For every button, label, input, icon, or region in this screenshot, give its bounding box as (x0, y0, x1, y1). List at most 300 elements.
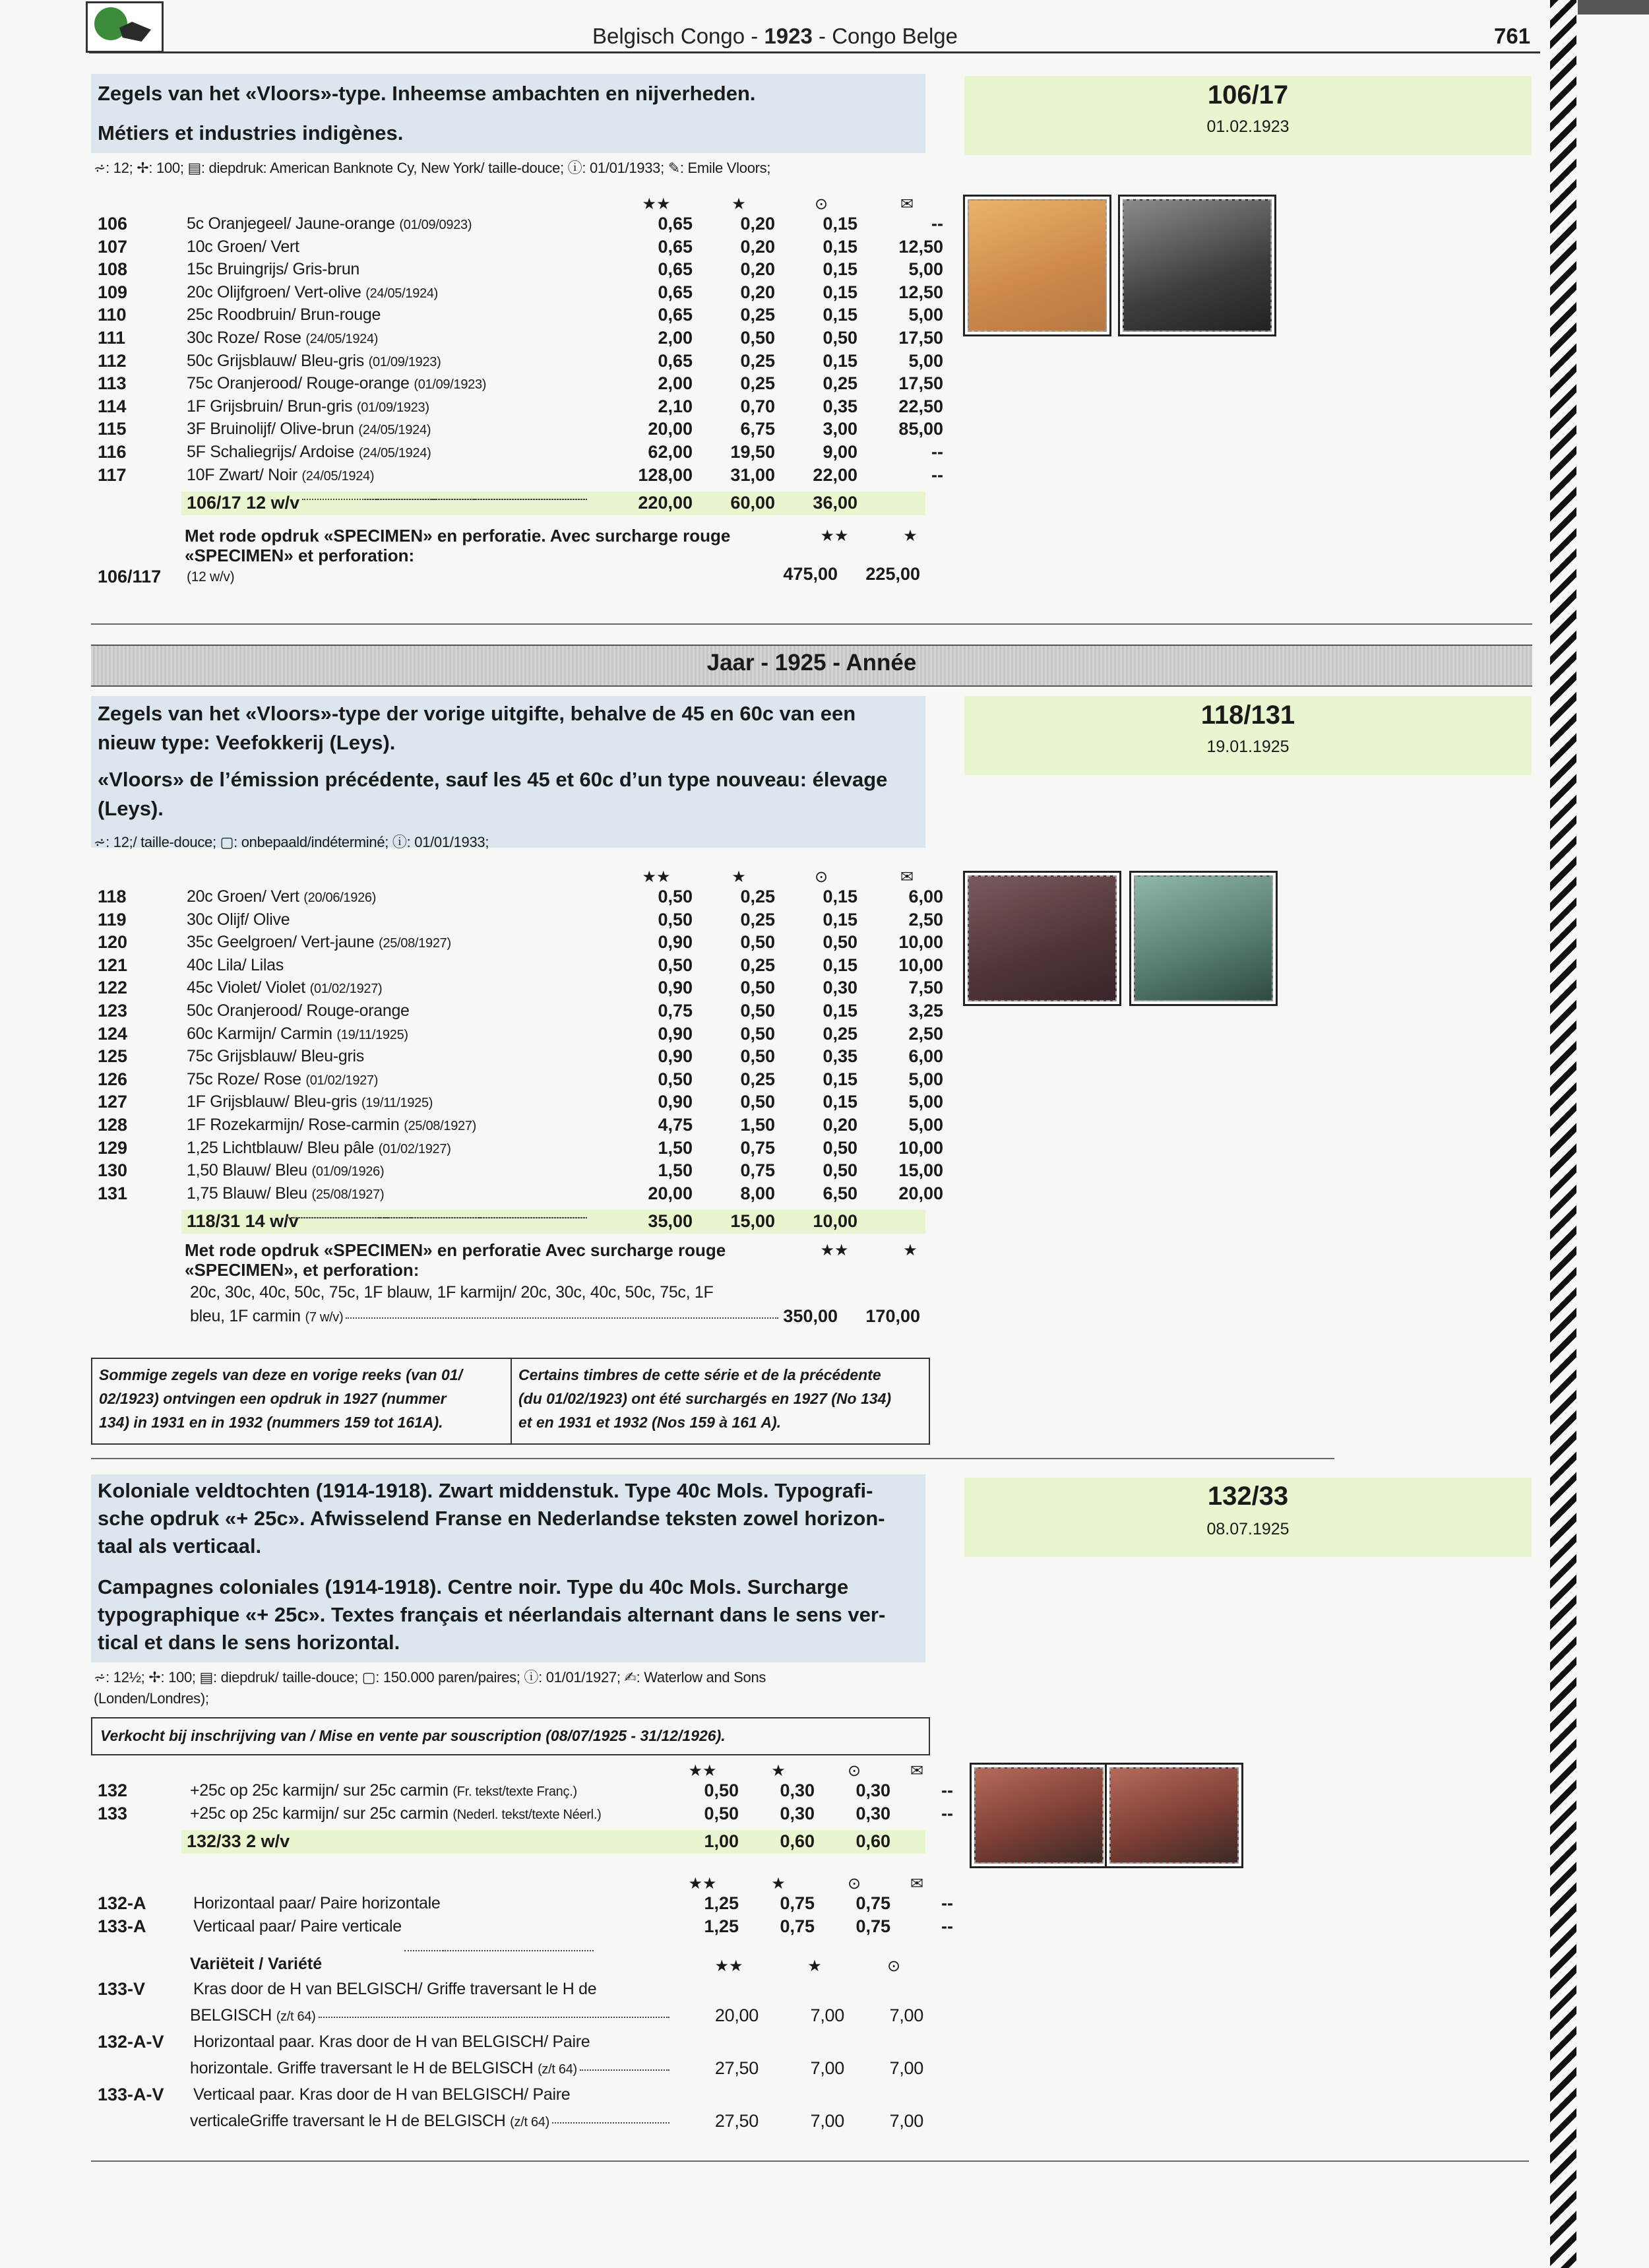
price-cell: 5,00 (908, 1115, 943, 1135)
s2-note-nl: Sommige zegels van deze en vorige reeks (van 01/ 02/1923) ontvingen een opdruk in 1927 (nummer 134) in 1931 en in 1932 (nummers 159 tot 161A). (91, 1358, 512, 1445)
variety-line-1: Kras door de H van BELGISCH/ Griffe traversant le H de (193, 1980, 597, 1998)
price-cell: -- (941, 1780, 953, 1800)
price-cell: 0,30 (823, 978, 857, 998)
variety-line-2 (190, 2004, 316, 2029)
s2-header-col-2: ⊙ (814, 868, 828, 886)
s2-specimen-col-0: ★★ (820, 1242, 849, 1260)
price-cell: 5,00 (908, 350, 943, 371)
stamp-color: 75c Grijsblauw/ Bleu-gris (187, 1047, 364, 1066)
s1-specimen-number: 106/117 (98, 567, 162, 587)
variety-price: 7,00 (810, 2058, 844, 2078)
stamp-description (187, 441, 431, 465)
stamp-color: 25c Roodbruin/ Brun-rouge (187, 305, 381, 325)
price-cell: 1,50 (740, 1115, 775, 1135)
catalogue-number: 106 (98, 214, 128, 234)
stamp-description (187, 1159, 384, 1183)
catalogue-number: 128 (98, 1115, 128, 1135)
price-cell: 0,90 (658, 1092, 693, 1112)
price-cell: 0,50 (740, 978, 775, 998)
s1-specimen-col-1: ★ (903, 527, 918, 546)
price-cell: 0,50 (704, 1803, 739, 1823)
s3-meta-2: (Londen/Londres); (94, 1690, 209, 1707)
price-cell: 31,00 (730, 464, 775, 485)
catalogue-number: 133 (98, 1803, 128, 1823)
stamp-color: 60c Karmijn/ Carmin (187, 1024, 332, 1043)
page-corner-band (1578, 0, 1649, 15)
s1-title-fr: Métiers et industries indigènes. (98, 121, 404, 144)
s1-total-value: 36,00 (813, 493, 857, 513)
price-cell: 1,50 (658, 1137, 693, 1158)
issue-date: (01/09/0923) (399, 218, 472, 232)
price-cell: 12,50 (898, 236, 943, 257)
stamp-image-133-pair-right (1105, 1763, 1243, 1868)
s2-total-value: 10,00 (813, 1211, 857, 1232)
price-cell: 0,15 (823, 1092, 857, 1112)
price-cell: 0,65 (658, 305, 693, 325)
price-cell: -- (931, 464, 943, 485)
stamp-image-124 (1129, 871, 1278, 1006)
price-cell: 0,20 (823, 1115, 857, 1135)
price-cell: -- (931, 442, 943, 462)
perforation-icon: ⩫ (94, 160, 106, 176)
s3-variety-col-0: ★★ (714, 1957, 743, 1975)
price-cell: 0,65 (658, 350, 693, 371)
price-cell: 20,00 (648, 1183, 693, 1203)
price-cell: 15,00 (898, 1160, 943, 1181)
stamp-description (187, 908, 290, 933)
price-cell: 22,50 (898, 396, 943, 416)
stamp-color: 20c Groen/ Vert (187, 887, 299, 906)
issue-date: (01/09/1926) (311, 1164, 385, 1180)
stamp-description (190, 1802, 601, 1827)
price-cell: 0,15 (823, 259, 857, 280)
variety-line-1: Horizontaal paar. Kras door de H van BELGISCH/ Paire (193, 2032, 590, 2051)
price-cell: 0,20 (740, 282, 775, 302)
s1-header-col-0: ★★ (642, 195, 671, 213)
stamp-color: 50c Oranjerood/ Rouge-orange (187, 1001, 410, 1020)
issue-date: (25/08/1927) (404, 1119, 477, 1133)
s2-specimen-value-0: 350,00 (783, 1306, 838, 1327)
stamp-color: 10F Zwart/ Noir (187, 465, 297, 484)
s2-bottom-rule (91, 1458, 1334, 1459)
variety-price: 27,50 (714, 2111, 759, 2131)
price-cell: 2,10 (658, 396, 693, 416)
stamp-color: 1,25 Lichtblauw/ Bleu pâle (187, 1138, 375, 1157)
catalogue-number: 132 (98, 1780, 128, 1800)
variety-price: 7,00 (810, 2005, 844, 2025)
s1-meta: ⩫: 12; ✢: 100; ▤: diepdruk: American Banknote Cy, New York/ taille-douce; ⓘ: 01/01/1933; ✎: Emile Vloors; (94, 160, 771, 176)
s3-title-nl-1: Koloniale veldtochten (1914-1918). Zwart middenstuk. Type 40c Mols. Typografi- (98, 1479, 873, 1502)
stamp-description (187, 303, 381, 328)
price-cell: 0,50 (740, 1023, 775, 1044)
price-cell: 0,25 (740, 887, 775, 906)
var-0-leader (319, 2017, 669, 2018)
s3-sale-box: Verkocht bij inschrijving van / Mise en vente par souscription (08/07/1925 - 31/12/1926). (91, 1717, 930, 1755)
s3-header-col-1: ★ (771, 1762, 786, 1780)
stamp-color: 45c Violet/ Violet (187, 978, 305, 997)
issue-date: (01/02/1927) (309, 982, 383, 997)
stamp-description (187, 1068, 378, 1092)
stamp-color: 20c Olijfgroen/ Vert-olive (187, 282, 361, 301)
price-cell: 0,25 (823, 373, 857, 394)
s1-total-value: 60,00 (730, 493, 775, 513)
stamp-color: 1F Grijsblauw/ Bleu-gris (187, 1092, 358, 1112)
catalogue-number: 115 (98, 419, 127, 439)
perforation-icon: ⩫ (94, 834, 106, 850)
price-cell: 2,50 (908, 909, 943, 929)
price-cell: 0,75 (780, 1916, 815, 1936)
price-cell: 2,00 (658, 328, 693, 348)
price-cell: 0,25 (740, 955, 775, 975)
issue-date: (24/05/1924) (358, 446, 431, 460)
price-cell: 0,15 (823, 887, 857, 906)
catalogue-number: 122 (98, 978, 128, 998)
stamp-color: 1F Grijsbruin/ Brun-gris (187, 396, 353, 416)
s2-specimen-text-4 (190, 1305, 343, 1329)
issue-date: (19/11/1925) (361, 1096, 433, 1111)
stamp-color: +25c op 25c karmijn/ sur 25c carmin (190, 1781, 449, 1800)
s2-spec-leader (346, 1317, 778, 1319)
stamp-color: 30c Olijf/ Olive (187, 910, 290, 929)
stamp-description (187, 395, 429, 420)
catalogue-number: 118 (98, 887, 127, 906)
stamp-description (187, 1114, 476, 1138)
s3-variety-col-2: ⊙ (887, 1957, 901, 1975)
variety-text: horizontale. Griffe traversant le H de BELGISCH (190, 2059, 534, 2077)
stamp-color: 75c Oranjerood/ Rouge-orange (187, 374, 410, 393)
stamp-description (187, 327, 378, 351)
s2-specimen-value-1: 170,00 (865, 1306, 920, 1327)
pair-description: Verticaal paar/ Paire verticale (193, 1916, 402, 1936)
variety-number: 132-A-V (98, 2032, 164, 2052)
stamp-color: 75c Roze/ Rose (187, 1069, 301, 1088)
variety-line-1: Verticaal paar. Kras door de H van BELGISCH/ Paire (193, 2085, 571, 2104)
price-cell: 0,50 (823, 328, 857, 348)
price-cell: 0,25 (740, 1069, 775, 1089)
price-cell: 0,75 (740, 1160, 775, 1181)
s1-specimen-value-1: 225,00 (865, 564, 920, 584)
price-cell: 0,15 (823, 350, 857, 371)
s2-title-nl-1: Zegels van het «Vloors»-type der vorige uitgifte, behalve de 45 en 60c van een (98, 702, 856, 725)
stamp-description (187, 999, 410, 1024)
price-cell: 20,00 (648, 419, 693, 439)
price-cell: 3,00 (823, 419, 857, 439)
catalogue-number: 131 (98, 1183, 128, 1203)
stamp-description (187, 236, 299, 260)
price-cell: 0,50 (823, 1137, 857, 1158)
price-cell: 0,25 (823, 1023, 857, 1044)
price-cell: 0,75 (856, 1893, 890, 1913)
price-cell: 0,50 (740, 328, 775, 348)
catalogue-number: 123 (98, 1001, 128, 1021)
stamp-image-122 (963, 871, 1121, 1006)
price-cell: 17,50 (898, 328, 943, 348)
s2-header-col-1: ★ (731, 868, 746, 886)
perforation-icon: ⩫ (94, 1669, 106, 1685)
stamp-color: 1,50 Blauw/ Bleu (187, 1161, 307, 1180)
price-cell: 0,75 (780, 1893, 815, 1913)
price-cell: 0,35 (823, 396, 857, 416)
issue-date: (01/09/1923) (414, 377, 487, 393)
sheet-position: (z/t 64) (276, 2009, 316, 2024)
variety-price: 20,00 (714, 2005, 759, 2025)
price-cell: 0,20 (740, 214, 775, 234)
s3-title-nl-3: taal als verticaal. (98, 1534, 262, 1558)
issue-date: (01/02/1927) (378, 1141, 451, 1156)
stamp-image-106 (963, 195, 1111, 336)
price-cell: 0,90 (658, 978, 693, 998)
price-cell: 0,30 (780, 1803, 815, 1823)
s3-title-nl-2: sche opdruk «+ 25c». Afwisselend Franse en Nederlandse teksten zowel horizon- (98, 1507, 885, 1530)
s1-specimen-sub: (12 w/v) (187, 569, 235, 585)
stamp-description (187, 885, 376, 910)
price-cell: 0,90 (658, 1023, 693, 1044)
catalogue-number: 109 (98, 282, 128, 302)
price-cell: 0,50 (658, 909, 693, 929)
catalogue-number: 130 (98, 1160, 128, 1181)
price-cell: -- (941, 1893, 953, 1913)
s3-title-fr-3: tical et dans le sens horizontal. (98, 1631, 400, 1654)
s2-title-fr-1: «Vloors» de l’émission précédente, sauf les 45 et 60c d’un type nouveau: élevage (98, 768, 888, 791)
var-1-leader (580, 2069, 669, 2071)
stamp-description (187, 954, 284, 978)
price-cell: 6,00 (908, 887, 943, 906)
price-cell: 0,75 (740, 1137, 775, 1158)
price-cell: 0,65 (658, 259, 693, 280)
price-cell: 0,50 (823, 1160, 857, 1181)
price-cell: 6,50 (823, 1183, 857, 1203)
price-cell: 0,15 (823, 236, 857, 257)
s2-note-fr: Certains timbres de cette série et de la précédente (du 01/02/1923) ont été surchargés en 1927 (No 134) et en 1931 et 1932 (Nos 159 à 161 A). (511, 1358, 930, 1445)
s3-total-value: 0,60 (780, 1831, 815, 1852)
price-cell: 0,15 (823, 305, 857, 325)
price-cell: 0,20 (740, 236, 775, 257)
price-cell: 0,65 (658, 282, 693, 302)
catalogue-number: 119 (98, 909, 127, 929)
stamp-description (187, 1023, 408, 1047)
catalogue-number: 108 (98, 259, 128, 280)
stamp-color: 35c Geelgroen/ Vert-jaune (187, 933, 375, 952)
stamp-color: +25c op 25c karmijn/ sur 25c carmin (190, 1804, 449, 1823)
specimen-list: bleu, 1F carmin (190, 1307, 301, 1326)
price-cell: 0,65 (658, 214, 693, 234)
price-cell: 22,00 (813, 464, 857, 485)
s3-pair-header-col-3: ✉ (910, 1875, 924, 1893)
year-band-title: Jaar - 1925 - Année (706, 650, 917, 676)
s3-variety-col-1: ★ (807, 1957, 822, 1975)
catalogue-number: 121 (98, 955, 128, 975)
price-cell: 7,50 (908, 978, 943, 998)
s3-meta-1: ⩫: 12½; ✢: 100; ▤: diepdruk/ taille-douce; ▢: 150.000 paren/paires; ⓘ: 01/01/1927; ✍: Waterlow and Sons (94, 1669, 766, 1685)
variety-line-2 (190, 2057, 577, 2081)
price-cell: 2,00 (658, 373, 693, 394)
price-cell: 0,65 (658, 236, 693, 257)
catalogue-number: 113 (98, 373, 127, 394)
issue-date: (24/05/1924) (365, 286, 439, 301)
variety-price: 7,00 (810, 2111, 844, 2131)
price-cell: 128,00 (638, 464, 693, 485)
s2-header-col-3: ✉ (900, 868, 914, 886)
price-cell: 0,50 (740, 932, 775, 953)
price-cell: 0,70 (740, 396, 775, 416)
specimen-count: (7 w/v) (305, 1310, 344, 1325)
stamp-color: 5c Oranjegeel/ Jaune-orange (187, 214, 395, 233)
stamp-image-117 (1118, 195, 1276, 336)
s3-header-col-3: ✉ (910, 1762, 924, 1780)
price-cell: 0,30 (780, 1780, 815, 1800)
price-cell: 5,00 (908, 1092, 943, 1112)
row-13-leader (387, 1217, 587, 1218)
s3-set-number: 132/33 (1207, 1482, 1289, 1511)
price-cell: 0,25 (740, 350, 775, 371)
stamp-description (187, 464, 374, 488)
price-cell: 5,00 (908, 1069, 943, 1089)
s2-title-nl-2: nieuw type: Veefokkerij (Leys). (98, 731, 396, 754)
issue-date: (Nederl. tekst/texte Néerl.) (452, 1807, 602, 1822)
variety-number: 133-A-V (98, 2085, 164, 2104)
row-11-leader (377, 499, 587, 500)
variety-price: 7,00 (889, 2058, 923, 2078)
price-cell: 0,15 (823, 955, 857, 975)
catalogue-number: 129 (98, 1137, 128, 1158)
price-cell: 0,15 (823, 1001, 857, 1021)
stamp-description (187, 372, 486, 396)
s1-specimen-value-0: 475,00 (783, 564, 838, 584)
issue-date: (01/09/1923) (368, 354, 441, 369)
price-cell: 2,50 (908, 1023, 943, 1044)
s3-pair-header-col-2: ⊙ (847, 1875, 861, 1893)
stamp-color: 10c Groen/ Vert (187, 237, 299, 256)
s2-title-fr-2: (Leys). (98, 797, 164, 820)
price-cell: 0,50 (740, 1001, 775, 1021)
stamp-color: 30c Roze/ Rose (187, 329, 301, 347)
s1-specimen-col-0: ★★ (820, 527, 849, 546)
variety-price: 7,00 (889, 2005, 923, 2025)
price-cell: 0,50 (658, 1069, 693, 1089)
price-cell: 5,00 (908, 305, 943, 325)
variety-price: 27,50 (714, 2058, 759, 2078)
s3-header-col-0: ★★ (688, 1762, 717, 1780)
stamp-description (190, 1779, 577, 1804)
s3-pair-header-col-0: ★★ (688, 1875, 717, 1893)
sheet-position: (z/t 64) (510, 2115, 549, 2129)
stamp-description (187, 350, 441, 374)
price-cell: -- (931, 214, 943, 234)
stamp-description (187, 212, 472, 237)
issue-date: (19/11/1925) (336, 1027, 408, 1042)
stamp-color: 15c Bruingrijs/ Gris-brun (187, 260, 360, 279)
s3-total-value: 1,00 (704, 1831, 739, 1852)
s2-specimen-text-3: 20c, 30c, 40c, 50c, 75c, 1F blauw, 1F karmijn/ 20c, 30c, 40c, 50c, 75c, 1F (190, 1283, 714, 1302)
price-cell: 0,75 (856, 1916, 890, 1936)
price-cell: 62,00 (648, 442, 693, 462)
stamp-description (187, 1090, 433, 1115)
s1-title-nl: Zegels van het «Vloors»-type. Inheemse ambachten en nijverheden. (98, 82, 756, 105)
price-cell: 6,00 (908, 1046, 943, 1067)
s3-total-label: 132/33 2 w/v (187, 1831, 290, 1852)
page-edge-hatching (1550, 0, 1576, 2268)
catalogue-number: 107 (98, 236, 128, 257)
catalogue-number: 110 (98, 305, 127, 325)
price-cell: 3,25 (908, 1001, 943, 1021)
catalogue-number: 127 (98, 1092, 128, 1112)
catalogue-number: 117 (98, 464, 127, 485)
s2-meta: ⩫: 12;/ taille-douce; ▢: onbepaald/indéterminé; ⓘ: 01/01/1933; (94, 834, 489, 850)
catalogue-number: 133-A (98, 1916, 146, 1936)
s1-header-col-2: ⊙ (814, 195, 828, 213)
price-cell: 1,25 (704, 1916, 739, 1936)
stamp-description (187, 418, 431, 442)
stamp-description (187, 931, 451, 955)
catalogue-number: 116 (98, 442, 127, 462)
page-header-title: Belgisch Congo - 1923 - Congo Belge (592, 24, 958, 48)
pair-1-leader (404, 1950, 594, 1951)
s2-header-col-0: ★★ (642, 868, 671, 886)
pair-description: Horizontaal paar/ Paire horizontale (193, 1894, 441, 1912)
s3-pair-header-col-1: ★ (771, 1875, 786, 1893)
price-cell: 8,00 (740, 1183, 775, 1203)
variety-text: BELGISCH (190, 2006, 272, 2025)
page-number: 761 (1494, 24, 1531, 48)
stamp-color: 3F Bruinolijf/ Olive-brun (187, 420, 354, 439)
price-cell: 0,50 (658, 887, 693, 906)
catalogue-number: 120 (98, 932, 128, 953)
stamp-color: 1F Rozekarmijn/ Rose-carmin (187, 1116, 400, 1134)
issue-date: (24/05/1924) (358, 423, 431, 438)
stamp-color: 50c Grijsblauw/ Bleu-gris (187, 351, 364, 370)
price-cell: 0,15 (823, 909, 857, 929)
price-cell: 0,30 (856, 1803, 890, 1823)
variety-text: verticaleGriffe traversant le H de BELGISCH (190, 2112, 506, 2130)
stamp-description (187, 1137, 451, 1161)
s1-specimen-text-1: Met rode opdruk «SPECIMEN» en perforatie. Avec surcharge rouge (185, 526, 731, 546)
price-cell: -- (941, 1803, 953, 1823)
stamp-color: 40c Lila/ Lilas (187, 955, 284, 974)
price-cell: 10,00 (898, 955, 943, 975)
s1-header-col-3: ✉ (900, 195, 914, 213)
stamp-description (187, 258, 359, 282)
price-cell: 5,00 (908, 259, 943, 280)
s3-title-fr-1: Campagnes coloniales (1914-1918). Centre noir. Type du 40c Mols. Surcharge (98, 1575, 849, 1598)
price-cell: 10,00 (898, 932, 943, 953)
issue-date: (24/05/1924) (301, 468, 375, 484)
s1-header-col-1: ★ (731, 195, 746, 213)
price-cell: 1,50 (658, 1160, 693, 1181)
price-cell: 0,35 (823, 1046, 857, 1067)
price-cell: 0,15 (823, 1069, 857, 1089)
stamp-color: 1,75 Blauw/ Bleu (187, 1183, 307, 1203)
issue-date: (25/08/1927) (311, 1187, 385, 1202)
catalogue-number: 111 (98, 328, 126, 348)
price-cell: 0,30 (856, 1780, 890, 1800)
issue-date: (01/02/1927) (305, 1073, 379, 1088)
catalogue-number: 124 (98, 1023, 128, 1044)
price-cell: 85,00 (898, 419, 943, 439)
stamp-description (187, 1182, 384, 1207)
price-cell: 9,00 (823, 442, 857, 462)
variety-price: 7,00 (889, 2111, 923, 2131)
price-cell: 0,90 (658, 1046, 693, 1067)
price-cell: 6,75 (740, 419, 775, 439)
header-rule (89, 51, 1540, 53)
price-cell: 0,50 (704, 1780, 739, 1800)
catalogue-number: 114 (98, 396, 127, 416)
issue-date: (01/09/1923) (356, 400, 429, 415)
catalogue-number: 125 (98, 1046, 128, 1067)
issue-date: (24/05/1924) (305, 332, 379, 346)
price-cell: 0,90 (658, 932, 693, 953)
price-cell: 19,50 (730, 442, 775, 462)
